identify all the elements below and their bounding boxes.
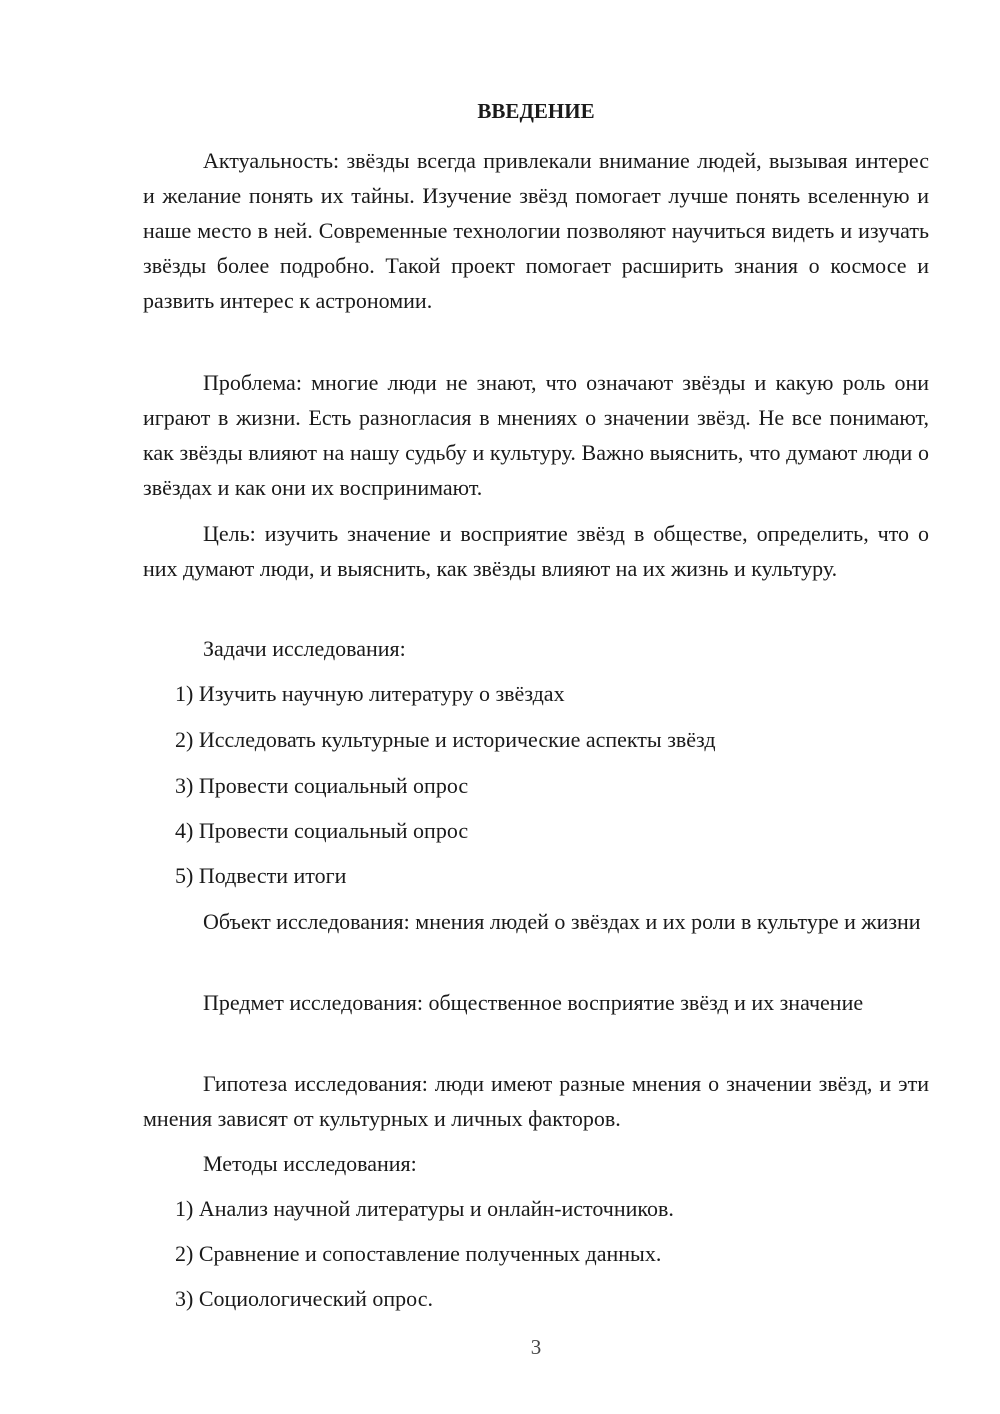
- section-heading: ВВЕДЕНИЕ: [477, 99, 595, 123]
- task-item-2: 2) Исследовать культурные и исторические аспекты звёзд: [175, 727, 716, 752]
- method-item-1: 1) Анализ научной литературы и онлайн-источников.: [175, 1196, 674, 1221]
- hypothesis-paragraph: Гипотеза исследования: люди имеют разные мнения о значении звёзд, и эти мнения зависят от культурных и личных факторов.: [143, 1071, 929, 1131]
- page-number: 3: [530, 1335, 542, 1359]
- task-item-3: 3) Провести социальный опрос: [175, 773, 469, 798]
- tasks-title: Задачи исследования:: [203, 636, 406, 661]
- method-item-2: 2) Сравнение и сопоставление полученных данных.: [175, 1241, 662, 1266]
- subject-paragraph: Предмет исследования: общественное восприятие звёзд и их значение: [203, 990, 864, 1015]
- methods-title: Методы исследования:: [203, 1151, 417, 1176]
- object-paragraph: Объект исследования: мнения людей о звёздах и их роли в культуре и жизни: [203, 909, 921, 934]
- relevance-paragraph: Актуальность: звёзды всегда привлекали внимание людей, вызывая интерес и желание понять их тайны. Изучение звёзд помогает лучше понять вселенную и наше место в ней. Современные технологии позволяют научиться видеть и изучать звёзды более подробно. Такой проект помогает расширить знания о космосе и развить интерес к астрономии.: [143, 148, 929, 313]
- problem-paragraph: Проблема: многие люди не знают, что означают звёзды и какую роль они играют в жизни. Есть разногласия в мнениях о значении звёзд. Не все понимают, как звёзды влияют на нашу судьбу и культуру. Важно выяснить, что думают люди о звёздах и как они их воспринимают.: [143, 370, 929, 500]
- task-item-5: 5) Подвести итоги: [175, 863, 347, 888]
- goal-paragraph: Цель: изучить значение и восприятие звёзд в обществе, определить, что о них думают люди, и выяснить, как звёзды влияют на их жизнь и культуру.: [143, 521, 929, 581]
- task-item-1: 1) Изучить научную литературу о звёздах: [175, 681, 565, 706]
- method-item-3: 3) Социологический опрос.: [175, 1286, 433, 1311]
- task-item-4: 4) Провести социальный опрос: [175, 818, 469, 843]
